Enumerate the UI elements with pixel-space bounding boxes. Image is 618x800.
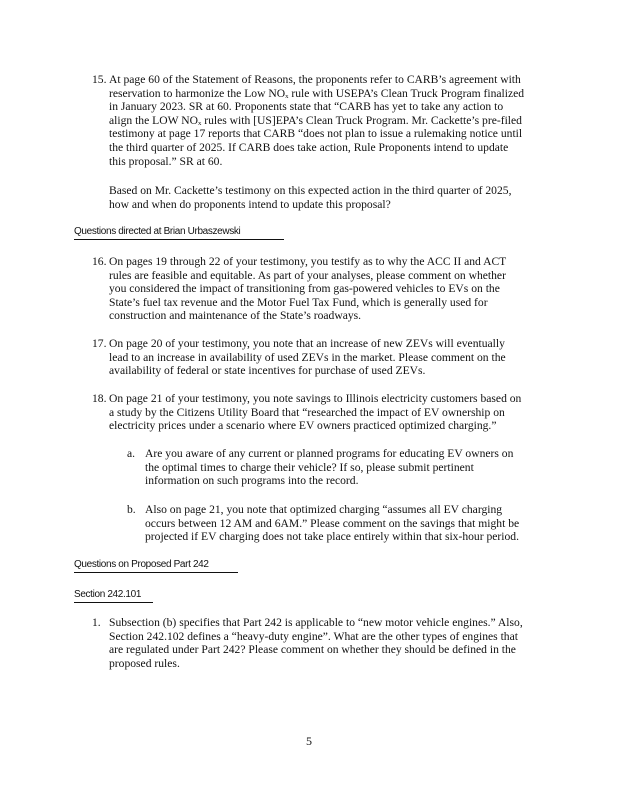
heading-underline xyxy=(74,602,153,603)
item-1 xyxy=(92,616,552,672)
item-18b xyxy=(127,503,547,559)
subitem-letter: a. xyxy=(127,447,136,460)
item-number: 1. xyxy=(92,616,101,629)
item-15-followup: Based on Mr. Cackette’s testimony on this expected action in the third quarter of 2025, how and when do proponents intend to update this proposal? xyxy=(109,184,512,211)
section-heading-part-242: Questions on Proposed Part 242 xyxy=(74,559,209,570)
section-heading-urbaszewski: Questions directed at Brian Urbaszewski xyxy=(74,226,241,237)
item-18a xyxy=(127,447,547,503)
heading-underline xyxy=(74,239,284,240)
section-heading-242-101: Section 242.101 xyxy=(74,589,142,600)
heading-underline xyxy=(74,572,238,573)
item-number: 17. xyxy=(92,337,107,350)
page-number: 5 xyxy=(306,734,312,748)
item-number: 18. xyxy=(92,392,107,405)
subitem-text: Also on page 21, you note that optimized charging “assumes all EV charging occurs between 12 AM and 6AM.” Please comment on the savings that might be projected if EV charging does not take place entirely within that six-hour period. xyxy=(145,503,520,544)
item-text: At page 60 of the Statement of Reasons, the proponents refer to CARB’s agreement with reservation to harmonize the Low NOₓ rule with USEPA’s Clean Truck Program finalized in January 2023. SR at 60. Proponents state that “CARB has yet to take any action to align the LOW NOₓ rules with [US]EPA’s Clean Truck Program. Mr. Cackette’s pre-filed testimony at page 17 reports that CARB “does not plan to issue a rulemaking notice until the third quarter of 2025. If CARB does take action, Rule Proponents intend to update this proposal.” SR at 60. xyxy=(109,73,525,168)
item-text: On pages 19 through 22 of your testimony, you testify as to why the ACC II and ACT rules are feasible and equitable. As part of your analyses, please comment on whether you considered the impact of transitioning from gas-powered vehicles to EVs on the State’s fuel tax revenue and the Motor Fuel Tax Fund, which is generally used for construction and maintenance of the State’s roadways. xyxy=(109,255,507,323)
item-18 xyxy=(92,392,552,434)
item-text: On page 20 of your testimony, you note that an increase of new ZEVs will eventually lead to an increase in availability of used ZEVs in the market. Please comment on the availability of federal or state incentives for purchase of used ZEVs. xyxy=(109,337,506,378)
subitem-text: Are you aware of any current or planned programs for educating EV owners on the optimal times to charge their vehicle? If so, please submit pertinent information on such programs into the record. xyxy=(145,447,514,488)
item-number: 16. xyxy=(92,255,107,268)
item-text: On page 21 of your testimony, you note savings to Illinois electricity customers based on a study by the Citizens Utility Board that “researched the impact of EV ownership on electricity prices under a scenario where EV owners practiced optimized charging.” xyxy=(109,392,522,433)
subitem-letter: b. xyxy=(127,503,136,516)
item-number: 15. xyxy=(92,73,107,86)
item-text: Subsection (b) specifies that Part 242 is applicable to “new motor vehicle engines.” Also, Section 242.102 defines a “heavy-duty engine”. What are the other types of engines that are regulated under Part 242? Please comment on whether they should be defined in the proposed rules. xyxy=(109,616,523,670)
item-17 xyxy=(92,337,552,379)
item-16 xyxy=(92,255,552,325)
item-15 xyxy=(92,73,552,173)
